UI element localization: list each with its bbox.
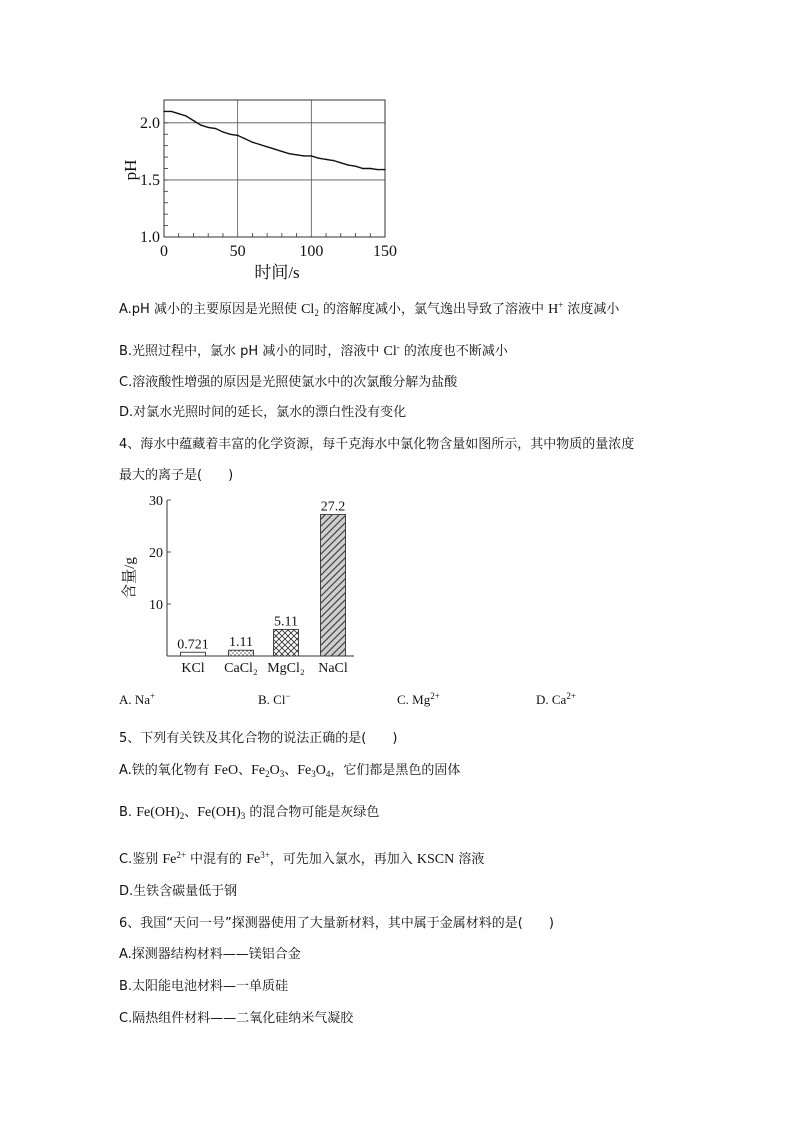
q5-option-d: D.生铁含碳量低于钢	[119, 884, 238, 899]
q3-option-a: A.pH 减小的主要原因是光照使 $Cl_2$ 的溶解度减小，氯气逸出导致了溶液中 H+ 浓度减小	[119, 300, 620, 318]
ph-data-point	[325, 159, 326, 160]
ph-data-point	[303, 155, 304, 156]
ph-data-point	[340, 162, 341, 163]
ph-data-point	[259, 144, 260, 145]
ph-chart-frame	[164, 100, 385, 237]
ph-data-point	[215, 128, 216, 129]
q4-stem-line2: 最大的离子是( )	[119, 468, 234, 483]
ph-data-point	[355, 166, 356, 167]
q5-option-a: A.铁的氧化物有 FeO、$Fe_2O_3$、$Fe_3O_4$，它们都是黑色的固体	[119, 763, 461, 779]
bar-category-label: MgCl₂	[267, 661, 305, 676]
ph-chart-grid	[164, 100, 385, 237]
bar-1	[229, 650, 254, 656]
q4-stem-line1: 4、海水中蕴藏着丰富的化学资源，每千克海水中氯化物含量如图所示，其中物质的量浓度	[119, 437, 635, 452]
q6-option-a: A.探测器结构材料——镁铝合金	[119, 947, 301, 962]
ph-y-tick-label: 2.0	[140, 114, 160, 132]
bar-value-label: 1.11	[229, 635, 253, 651]
q4-option-d: D. $Ca^{2+}$	[536, 691, 576, 707]
bar-3	[321, 515, 346, 656]
bar-value-label: 5.11	[274, 614, 298, 630]
ph-data-point	[274, 148, 275, 149]
bar-value-label: 27.2	[320, 499, 346, 515]
q3-option-d: D.对氯水光照时间的延长，氯水的漂白性没有变化	[119, 405, 407, 420]
ph-data-point	[252, 142, 253, 143]
q6-option-c: C.隔热组件材料——二氧化硅纳米气凝胶	[119, 1011, 354, 1026]
ph-data-point	[208, 127, 209, 128]
q4-option-a: A. Na+	[119, 691, 156, 707]
bar-chart-y-axis-label: 含量/g	[122, 557, 138, 599]
ph-data-point	[347, 164, 348, 165]
q5-stem: 5、下列有关铁及其化合物的说法正确的是( )	[119, 731, 398, 746]
bar-y-tick-label: 10	[149, 598, 163, 613]
bar-category-label: NaCl	[318, 661, 348, 676]
q6-stem: 6、我国“天问一号”探测器使用了大量新材料，其中属于金属材料的是( )	[119, 916, 554, 931]
ph-data-point	[296, 154, 297, 155]
bar-0	[181, 652, 206, 656]
q5-option-c: C.鉴别 $Fe^{2+}$ 中混有的 $Fe^{3+}$，可先加入氯水，再加入 KSCN 溶液	[119, 850, 485, 867]
ph-y-tick-label: 1.5	[140, 171, 160, 189]
q3-option-c: C.溶液酸性增强的原因是光照使氯水中的次氯酸分解为盐酸	[119, 375, 458, 390]
ph-y-axis-label: pH	[121, 159, 140, 181]
ph-data-point	[266, 146, 267, 147]
ph-data-point	[289, 153, 290, 154]
ph-x-axis-label: 时间/s	[254, 263, 300, 282]
bar-y-tick-label: 30	[149, 494, 163, 509]
ph-series-line	[164, 111, 385, 169]
ph-data-point	[333, 160, 334, 161]
ph-data-point	[163, 111, 164, 112]
bar-category-label: KCl	[181, 661, 205, 676]
bar-2	[274, 629, 299, 656]
ph-data-point	[370, 168, 371, 169]
ph-data-point	[237, 135, 238, 136]
ph-data-point	[311, 155, 312, 156]
ph-data-point	[318, 158, 319, 159]
ph-data-point	[362, 168, 363, 169]
ph-data-point	[200, 124, 201, 125]
ph-x-tick-label: 150	[373, 243, 397, 260]
q3-option-b: B.光照过程中，氯水 pH 减小的同时，溶液中 Cl- 的浓度也不断减小	[119, 342, 508, 359]
ph-data-point	[185, 115, 186, 116]
ph-data-point	[178, 113, 179, 114]
ph-data-point	[244, 138, 245, 139]
q4-option-b: B. Cl−	[258, 691, 291, 707]
ph-data-point	[193, 120, 194, 121]
bar-category-label: CaCl₂	[224, 661, 258, 676]
bar-y-tick-label: 20	[149, 546, 163, 561]
ph-data-point	[230, 134, 231, 135]
ph-data-point	[281, 151, 282, 152]
ph-data-point	[171, 111, 172, 112]
ph-data-point	[384, 169, 385, 170]
bar-value-label: 0.721	[177, 637, 209, 653]
ph-x-tick-label: 0	[160, 243, 168, 260]
ph-x-tick-label: 50	[229, 243, 246, 260]
q6-option-b: B.太阳能电池材料—一单质硅	[119, 979, 289, 994]
ph-y-tick-label: 1.0	[140, 229, 160, 246]
q5-option-b: B. $Fe(OH)_2$、$Fe(OH)_3$ 的混合物可能是灰绿色	[119, 805, 380, 821]
q4-option-c: C. $Mg^{2+}$	[397, 691, 440, 707]
ph-data-point	[222, 131, 223, 132]
ph-x-tick-label: 100	[299, 243, 324, 260]
ph-data-point	[377, 169, 378, 170]
